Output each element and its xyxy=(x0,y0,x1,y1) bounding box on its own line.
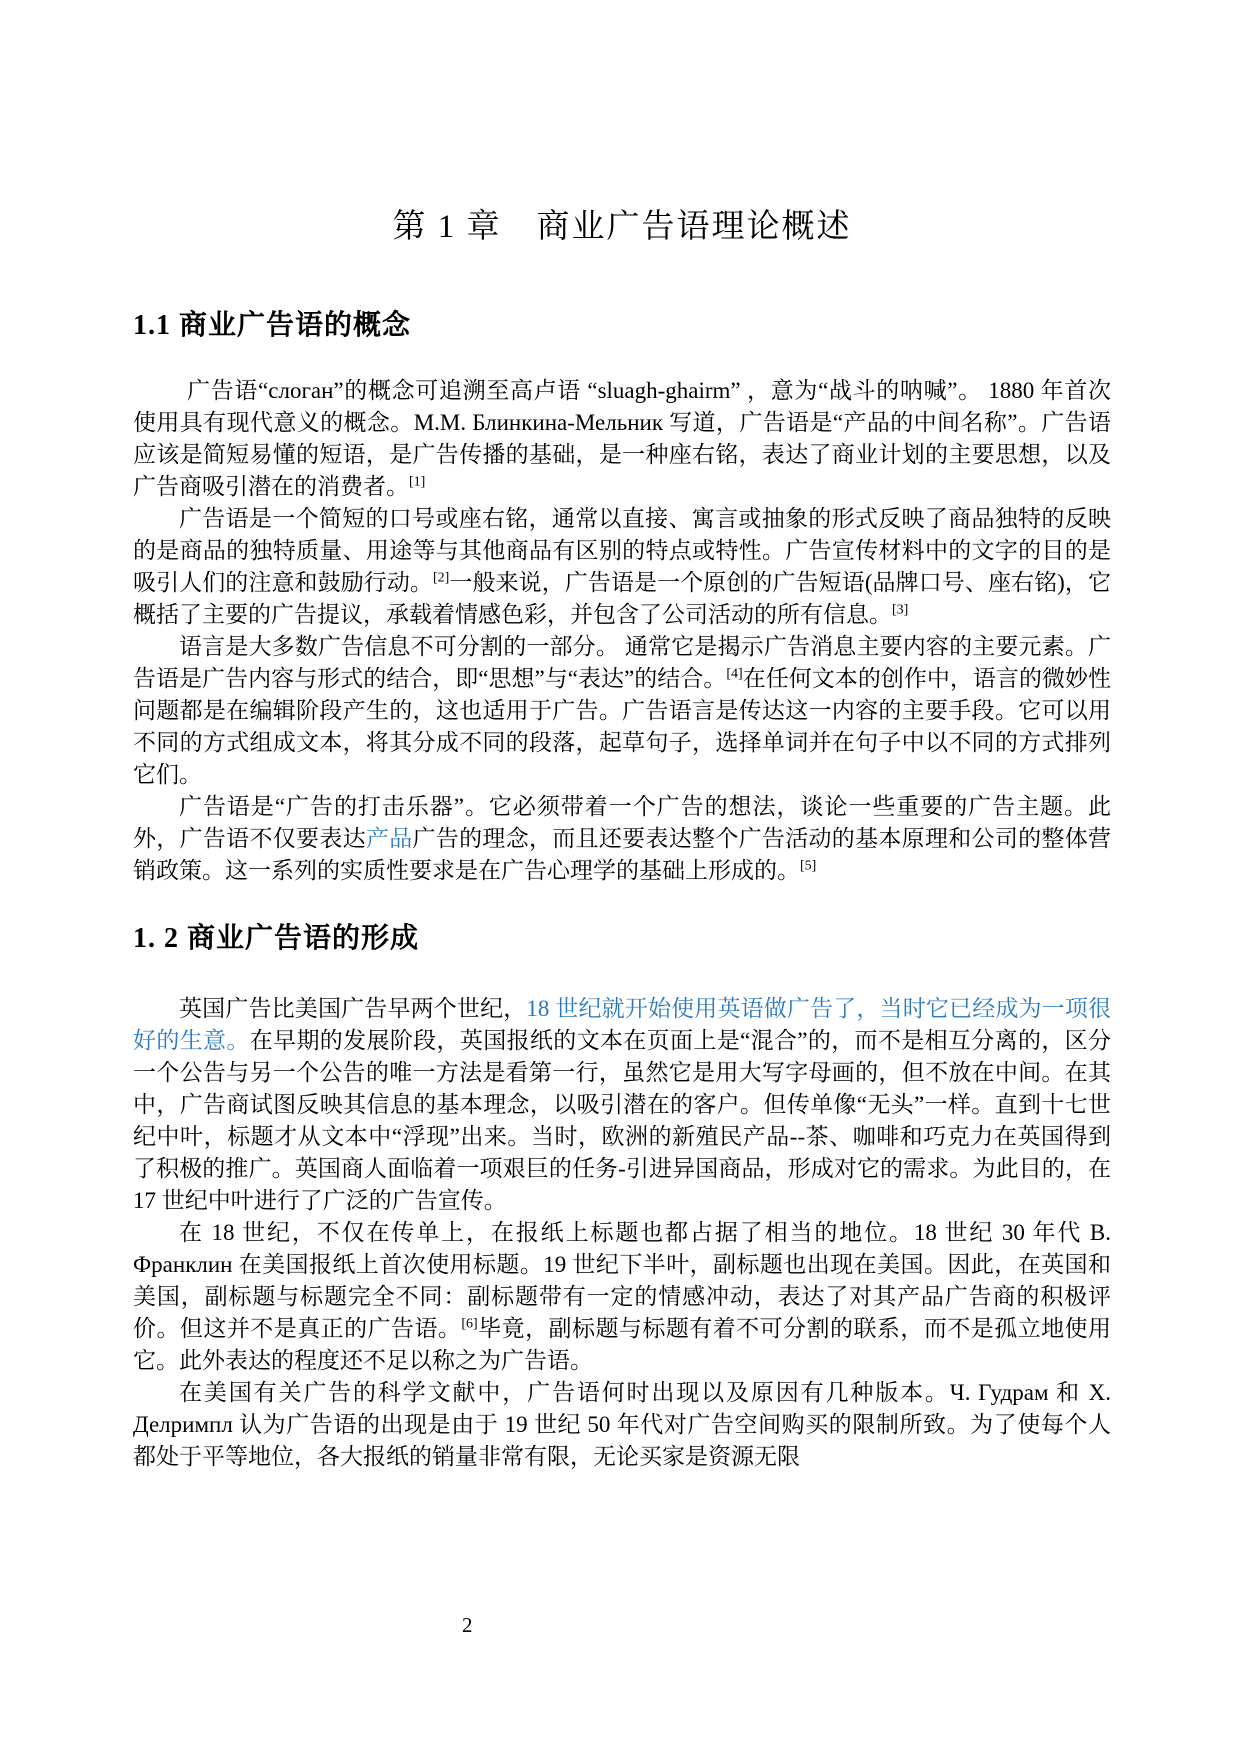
footnote-ref-3: [3] xyxy=(892,602,909,618)
footnote-ref-6: [6] xyxy=(461,1316,478,1332)
paragraph-5 xyxy=(133,993,1111,1217)
section-heading-1-1: 1.1 商业广告语的概念 xyxy=(133,310,412,341)
paragraph-1 xyxy=(133,375,1111,503)
text-run: 毕竟，副标题与标题有着不可分割的联系，而不是孤立地使用它。此外表达的程度还不足以称之为广告语。 xyxy=(133,1316,1112,1373)
paragraph-7 xyxy=(133,1377,1111,1473)
text-run: 语言是大多数广告信息不可分割的一部分。 通常它是揭示广告消息主要内容的主要元素。广告语是广告内容与形式的结合，即“思想”与“表达”的结合。 xyxy=(133,634,1111,691)
text-run: 在早期的发展阶段，英国报纸的文本在页面上是“混合”的，而不是相互分离的，区分一个公告与另一个公告的唯一方法是看第一行，虽然它是用大写字母画的，但不放在中间。在其中，广告商试图反映其信息的基本理念，以吸引潜在的客户。但传单像“无头”一样。直到十七世纪中叶，标题才从文本中“浮现”出来。当时，欧洲的新殖民产品--茶、咖啡和巧克力在英国得到了积极的推广。英国商人面临着一项艰巨的任务-引进异国商品，形成对它的需求。为此目的，在 17 世纪中叶进行了广泛的广告宣传。 xyxy=(133,1028,1112,1213)
footnote-ref-5: [5] xyxy=(800,858,817,874)
text-run: 广告的理念，而且还要表达整个广告活动的基本原理和公司的整体营销政策。这一系列的实质性要求是在广告心理学的基础上形成的。 xyxy=(133,826,1112,883)
text-run: 广告语是一个简短的口号或座右铭，通常以直接、寓言或抽象的形式反映了商品独特的反映的是商品的独特质量、用途等与其他商品有区别的特点或特性。广告宣传材料中的文字的目的是吸引人们的注意和鼓励行动。 xyxy=(133,506,1111,595)
paragraph-3 xyxy=(133,631,1111,791)
footnote-ref-1: [1] xyxy=(409,474,426,490)
text-run: 广告语是“广告的打击乐器”。它必须带着一个广告的想法，谈论一些重要的广告主题。此外，广告语不仅要表达 xyxy=(133,794,1111,851)
page-number: 2 xyxy=(462,1613,473,1637)
chapter-title: 第 1 章 商业广告语理论概述 xyxy=(392,209,852,245)
footnote-ref-4: [4] xyxy=(726,666,743,682)
highlighted-text-run: 18 世纪就开始使用英语做广告了，当时它已经成为一项很好的生意。 xyxy=(133,996,1112,1053)
text-run: 在任何文本的创作中，语言的微妙性问题都是在编辑阶段产生的，这也适用于广告。广告语言是传达这一内容的主要手段。它可以用不同的方式组成文本，将其分成不同的段落，起草句子，选择单词并在句子中以不同的方式排列它们。 xyxy=(133,666,1112,787)
footnote-ref-2: [2] xyxy=(433,570,450,586)
highlighted-text-run: 产品 xyxy=(365,826,413,851)
text-run: 在美国有关广告的科学文献中，广告语何时出现以及原因有几种版本。Ч. Гудрам 和 Х. Делримпл 认为广告语的出现是由于 19 世纪 50 年代对广告空间购买的限制所致。为了使每个人都处于平等地位，各大报纸的销量非常有限，无论买家是资源无限 xyxy=(133,1380,1111,1469)
paragraph-6 xyxy=(133,1217,1111,1377)
text-run: 英国广告比美国广告早两个世纪， xyxy=(179,996,527,1021)
text-run: 一般来说，广告语是一个原创的广告短语(品牌口号、座右铭)，它概括了主要的广告提议，承载着情感色彩，并包含了公司活动的所有信息。 xyxy=(133,570,1111,627)
text-run: 在 18 世纪，不仅在传单上，在报纸上标题也都占据了相当的地位。18 世纪 30 年代 В. Франклин 在美国报纸上首次使用标题。19 世纪下半叶，副标题也出现在美国。因此，在英国和美国，副标题与标题完全不同：副标题带有一定的情感冲动，表达了对其产品广告商的积极评价。但这并不是真正的广告语。 xyxy=(133,1220,1111,1341)
paragraph-2 xyxy=(133,503,1111,631)
paragraph-4 xyxy=(133,791,1111,887)
text-run: 广告语“слоган”的概念可追溯至高卢语 “sluagh-ghairm” ，意为“战斗的呐喊”。 1880 年首次使用具有现代意义的概念。М.М. Блинкина-Мельник 写道，广告语是“产品的中间名称”。广告语应该是简短易懂的短语，是广告传播的基础，是一种座右铭，表达了商业计划的主要思想，以及广告商吸引潜在的消费者。 xyxy=(133,378,1111,499)
page-content xyxy=(133,0,1111,1473)
section-heading-1-2: 1. 2 商业广告语的形成 xyxy=(133,923,420,954)
